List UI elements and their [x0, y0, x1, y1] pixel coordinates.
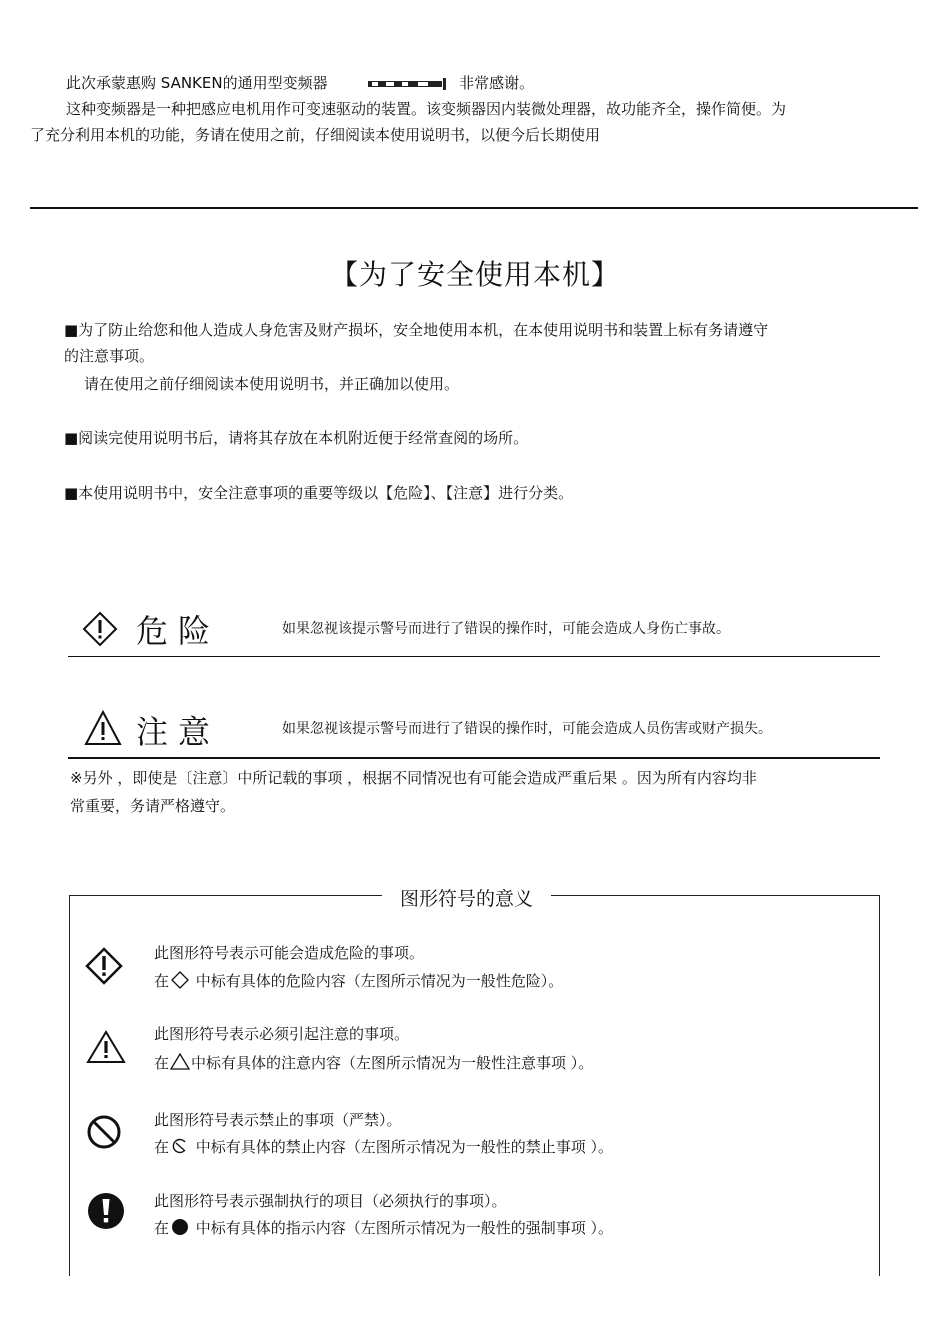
small-prohibit-icon [171, 1137, 189, 1155]
legend-item-2-line-1: 此图形符号表示必须引起注意的事项。 [154, 1025, 410, 1043]
legend-item-3-line-2 [154, 1133, 613, 1161]
note-line-1: ※另外 ，即使是〔注意〕中所记载的事项 ，根据不同情况也有可能会造成严重后果 。因为所有内容均非 [70, 769, 757, 787]
legend-item-2-line-2 [154, 1049, 593, 1077]
intro-line-1-prefix: 此次承蒙惠购 SANKEN的通用型变频器 [66, 74, 328, 92]
legend-item-1-line-1: 此图形符号表示可能会造成危险的事项。 [154, 944, 425, 962]
legend-item-1-prefix: 在 [154, 972, 170, 990]
legend-item-4-suffix: 中标有具体的指示内容（左图所示情况为一般性的强制事项 ）。 [191, 1219, 614, 1237]
safety-para-1a: ■为了防止给您和他人造成人身危害及财产损坏，安全地使用本机，在本使用说明书和装置上标有务请遵守 [64, 321, 769, 339]
caution-triangle-icon [86, 1030, 126, 1064]
safety-para-1c: 请在使用之前仔细阅读本使用说明书，并正确加以使用。 [84, 375, 460, 393]
intro-line-3: 了充分利用本机的功能，务请在使用之前，仔细阅读本使用说明书，以便今后长期使用 [30, 126, 601, 144]
safety-para-1b: 的注意事项。 [64, 347, 155, 365]
small-diamond-icon [171, 971, 189, 989]
symbol-legend-title: 图形符号的意义 [382, 884, 551, 911]
caution-word: 注意 [136, 713, 221, 751]
legend-item-3-prefix: 在 [154, 1138, 170, 1156]
small-filled-circle-icon [171, 1218, 189, 1236]
legend-item-4-line-1: 此图形符号表示强制执行的项目（必须执行的事项）。 [154, 1192, 507, 1210]
prohibit-circle-icon [86, 1114, 122, 1150]
section-divider [30, 207, 918, 209]
note-line-2: 常重要，务请严格遵守。 [70, 797, 236, 815]
intro-line-1-suffix: 非常感谢。 [459, 74, 535, 92]
legend-item-1-line-2 [154, 967, 563, 995]
small-triangle-icon [170, 1053, 190, 1070]
safety-para-3: ■本使用说明书中，安全注意事项的重要等级以【危险】、【注意】进行分类。 [64, 484, 574, 502]
legend-item-1-suffix: 中标有具体的危险内容（左图所示情况为一般性危险）。 [191, 972, 564, 990]
page-title: 【为了安全使用本机】 [329, 258, 620, 291]
sanken-logo [368, 78, 448, 90]
danger-divider [68, 656, 880, 657]
caution-triangle-icon [84, 710, 122, 746]
danger-description: 如果忽视该提示警号而进行了错误的操作时，可能会造成人身伤亡事故。 [282, 621, 730, 637]
mandatory-circle-icon [87, 1192, 125, 1230]
legend-item-3-line-1: 此图形符号表示禁止的事项（严禁）。 [154, 1111, 402, 1129]
danger-diamond-icon [85, 947, 123, 985]
caution-description: 如果忽视该提示警号而进行了错误的操作时，可能会造成人员伤害或财产损失。 [282, 721, 772, 737]
legend-item-2-prefix: 在 [154, 1054, 170, 1072]
legend-item-4-line-2 [154, 1214, 613, 1242]
safety-para-2: ■阅读完使用说明书后，请将其存放在本机附近便于经常查阅的场所。 [64, 429, 529, 447]
danger-diamond-icon [82, 611, 118, 647]
danger-word: 危险 [136, 612, 221, 650]
legend-item-4-prefix: 在 [154, 1219, 170, 1237]
intro-line-1 [66, 70, 534, 96]
legend-item-3-suffix: 中标有具体的禁止内容（左图所示情况为一般性的禁止事项 ）。 [191, 1138, 614, 1156]
legend-item-2-suffix: 中标有具体的注意内容（左图所示情况为一般性注意事项 ）。 [191, 1054, 594, 1072]
intro-line-2: 这种变频器是一种把感应电机用作可变速驱动的装置。该变频器因内装微处理器，故功能齐全，操作简便。为 [66, 100, 787, 118]
caution-divider [68, 757, 880, 759]
